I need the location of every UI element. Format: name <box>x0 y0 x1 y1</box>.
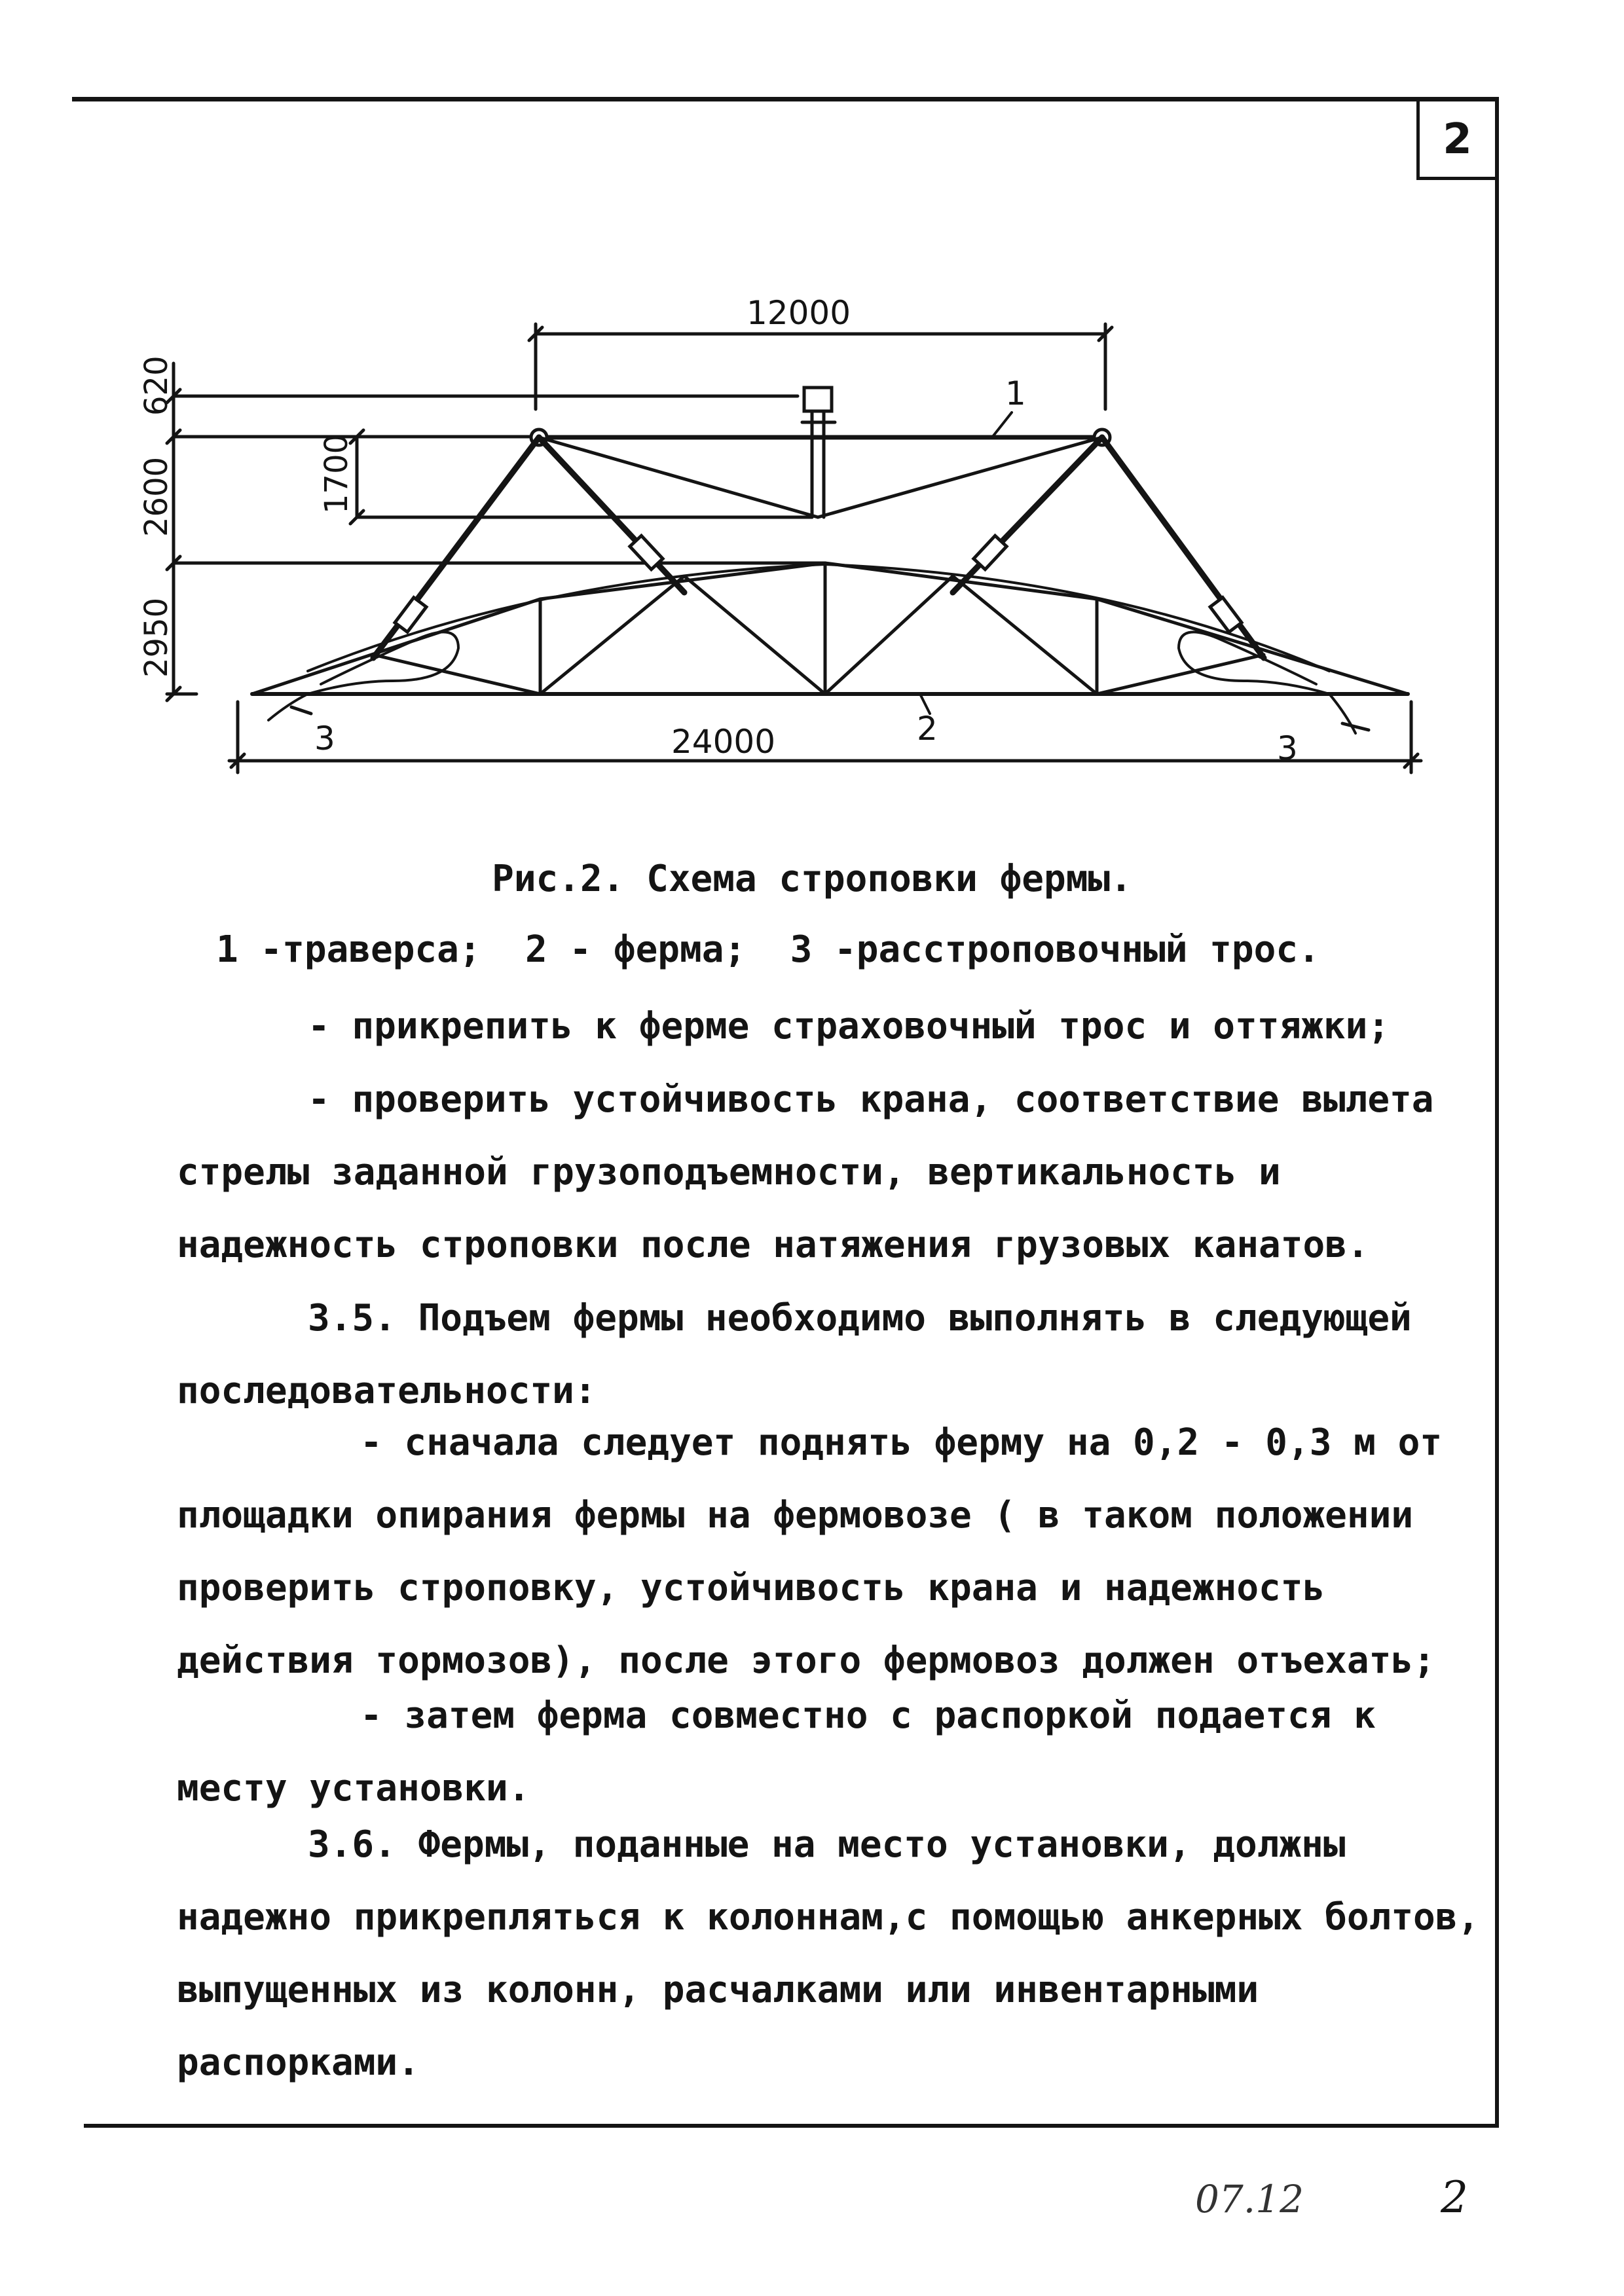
dim-24000-label: 24000 <box>671 723 776 761</box>
paragraph-6: 3.6. Фермы, поданные на место установки, должны надежно прикрепляться к колоннам,с помощью анкерных болтов, выпущенных из колонн, расчалками или инвентарными распорками. <box>177 1823 1480 2084</box>
dim-12000-label: 12000 <box>747 294 851 332</box>
figure-caption: Рис.2. Схема строповки фермы. <box>492 858 1132 900</box>
paragraph-1: - прикрепить к ферме страховочный трос и оттяжки; <box>308 1005 1390 1048</box>
paragraph-5: - затем ферма совместно с распоркой подается к месту установки. <box>177 1694 1376 1810</box>
paragraph-4: - сначала следует поднять ферму на 0,2 - 0,3 м от площадки опирания фермы на фермовозе ( в таком положении проверить строповку, устойчивость крана и надежность действия тормозов), после этого фермовоз должен отъехать; <box>177 1421 1443 1682</box>
dim-2950-label: 2950 <box>138 597 175 678</box>
dim-1700-label: 1700 <box>318 433 355 514</box>
label-truss-2: 2 <box>917 710 938 748</box>
label-rope-3-left: 3 <box>314 720 335 757</box>
frame-bottom-line <box>84 2124 1499 2128</box>
paragraph-3: 3.5. Подъем фермы необходимо выполнять в следующей последовательности: <box>177 1297 1412 1412</box>
footer-code: 07.12 <box>1195 2177 1304 2221</box>
figure-legend: 1 -траверса; 2 - ферма; 3 -расстроповочный трос. <box>216 928 1320 971</box>
label-traverse-1: 1 <box>1005 374 1026 412</box>
dim-2600-label: 2600 <box>138 456 175 537</box>
label-rope-3-right: 3 <box>1277 729 1298 767</box>
footer-page-number: 2 <box>1441 2172 1468 2223</box>
dim-620-label: 620 <box>138 355 175 416</box>
paragraph-2: - проверить устойчивость крана, соответствие вылета стрелы заданной грузоподъемности, вертикальность и надежность строповки после натяжения грузовых канатов. <box>177 1078 1434 1266</box>
page-number-box: 2 <box>1416 101 1495 180</box>
truss-slinging-diagram <box>0 0 1624 851</box>
